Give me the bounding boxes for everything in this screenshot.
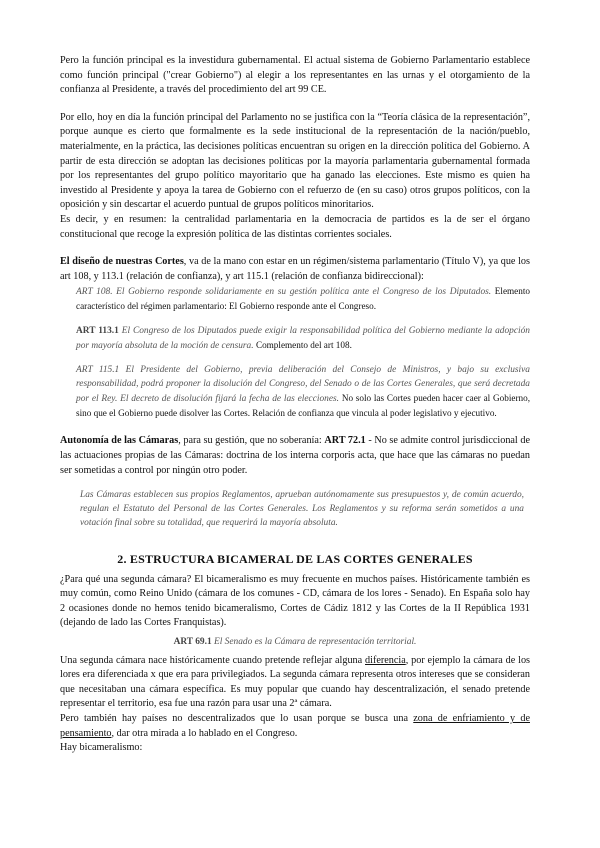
articles-block [60, 284, 530, 421]
art113-label: ART 113.1 [76, 326, 119, 337]
art108-note: Elemento característico del régimen parlamentario: El Gobierno responde ante el Congreso. [76, 286, 530, 312]
pero-underlined: zona de enfriamiento y de pensamiento [60, 713, 530, 739]
art115-note: No solo las Cortes pueden hacer caer al Gobierno, sino que el Gobierno puede disolver las Cortes. Relación de confianza que vincula al poder legislativo y ejecutivo. [76, 393, 530, 419]
pero-a: Pero también hay países no descentralizados que lo usan porque se busca una [60, 713, 414, 725]
article-69 [60, 635, 530, 650]
quote-721: Las Cámaras establecen sus propios Reglamentos, aprueban autónomamente sus presupuestos y, de común acuerdo, regulan el Estatuto del Personal de las Cortes Generales. Los Reglamentos y su reforma serán sometidos a una votación final sobre su totalidad, que requerirá la mayoría absoluta. [80, 490, 524, 529]
paragraph-resumen: Es decir, y en resumen: la centralidad parlamentaria en la democracia de partidos es la de ser el órgano constitucional que recoge la expresión política de las distintas corrientes sociales. [60, 213, 530, 240]
art113-text: El Congreso de los Diputados puede exigir la responsabilidad política del Gobierno mediante la adopción por mayoría absoluta de la moción de censura. [76, 326, 530, 352]
art69-text: El Senado es la Cámara de representación territorial. [213, 637, 417, 648]
quote-721-block [60, 488, 530, 530]
paragraph-investidura: Pero la función principal es la investidura gubernamental. El actual sistema de Gobierno Parlamentario establece como función principal ("crear Gobierno") al elegir a los representantes en las urnas y el otorgamiento de la confianza al Presidente, a través del procedimiento del art 99 CE. [60, 55, 530, 96]
autonomia-rest: - No se admite control jurisdiccional de las actuaciones propias de las Cámaras: doctrina de los interna corporis acta, que hace que las cámaras no puedan ser sometidas a control por ningún otro poder. [60, 435, 530, 476]
paragraph-enfriamiento [60, 712, 530, 741]
paragraph-diseno-cortes [60, 255, 530, 284]
art115-text: El Presidente del Gobierno, previa deliberación del Consejo de Ministros, y bajo su exclusiva responsabilidad, podrá proponer la disolución del Congreso, del Senado o de las Cortes Generales, que será decretada por el Rey. El decreto de disolución fijará la fecha de las elecciones. [76, 365, 530, 405]
segunda-a: Una segunda cámara nace históricamente cuando pretende reflejar alguna [60, 654, 366, 666]
art69-label: ART 69.1 [173, 637, 212, 648]
article-113 [76, 324, 530, 353]
art108-text: El Gobierno responde solidariamente en su gestión política ante el Congreso de los Diputados. [112, 287, 495, 298]
article-108 [76, 284, 530, 314]
section-heading: 2. ESTRUCTURA BICAMERAL DE LAS CORTES GENERALES [117, 552, 473, 567]
diseno-bold: El diseño de nuestras Cortes [60, 256, 184, 268]
article-115 [76, 363, 530, 421]
document-page [60, 54, 530, 756]
paragraph-hay-bicameralismo: Hay bicameralismo: [60, 742, 143, 754]
diseno-rest: , va de la mano con estar en un régimen/sistema parlamentario (Título V), ya que los art 108, y 113.1 (relación de confianza), y art 115.1 (relación de confianza bidireccional): [60, 256, 530, 282]
pero-b: , dar otra mirada a lo hablado en el Congreso. [111, 727, 298, 739]
paragraph-teoria-clasica: Por ello, hoy en día la función principal del Parlamento no se justifica con la “Teoría clásica de la representación”, porque aunque es cierto que formalmente es la sede institucional de la representación de la nación/pueblo, materialmente, en la práctica, las decisiones políticas encuentran su origen en la dirección política del Gobierno. A partir de esta dirección se adoptan las decisiones políticas por la mayoría parlamentaria gubernamental formada por los representantes del grupo político mayoritario que ha ganado las elecciones. Este mismo es quien ha investido al Presidente y apoya la tarea de Gobierno con el refuerzo de (en su caso) otros grupos políticos, con la oposición y sin descartar el acuerdo puntual de grupos políticos minoritarios. [60, 111, 530, 211]
art115-label: ART 115.1 [76, 365, 120, 376]
autonomia-bold: Autonomía de las Cámaras [60, 435, 179, 447]
autonomia-mid: , para su gestión, que no soberanía: [178, 435, 325, 447]
segunda-underlined: diferencia [365, 654, 406, 666]
art113-note: Complemento del art 108. [255, 340, 352, 351]
paragraph-segunda-camara [60, 654, 530, 712]
autonomia-art: ART 72.1 [324, 435, 366, 447]
art108-label: ART 108. [76, 287, 113, 298]
segunda-b: , por ejemplo la cámara de los lores era diferenciada x que era para privilegiados. La segunda cámara representa otros intereses que se consideran que necesitaban una cámara específica. Es muy popular que cuando hay descentralización, el senado pretende representar el territorio, esa fue una razón para usar una 2ª cámara. [60, 654, 531, 710]
paragraph-bicameralismo: ¿Para qué una segunda cámara? El bicameralismo es muy frecuente en muchos países. Históricamente también es muy común, como Reino Unido (cámara de los comunes - CD, cámara de los lores - Senado). En España solo hay 2 ocasiones donde no hemos tenido bicameralismo, Cortes de Cádiz 1812 y las Cortes de la II República 1931 (dejando de lado las Cortes Franquistas). [60, 573, 530, 629]
paragraph-autonomia [60, 434, 530, 478]
